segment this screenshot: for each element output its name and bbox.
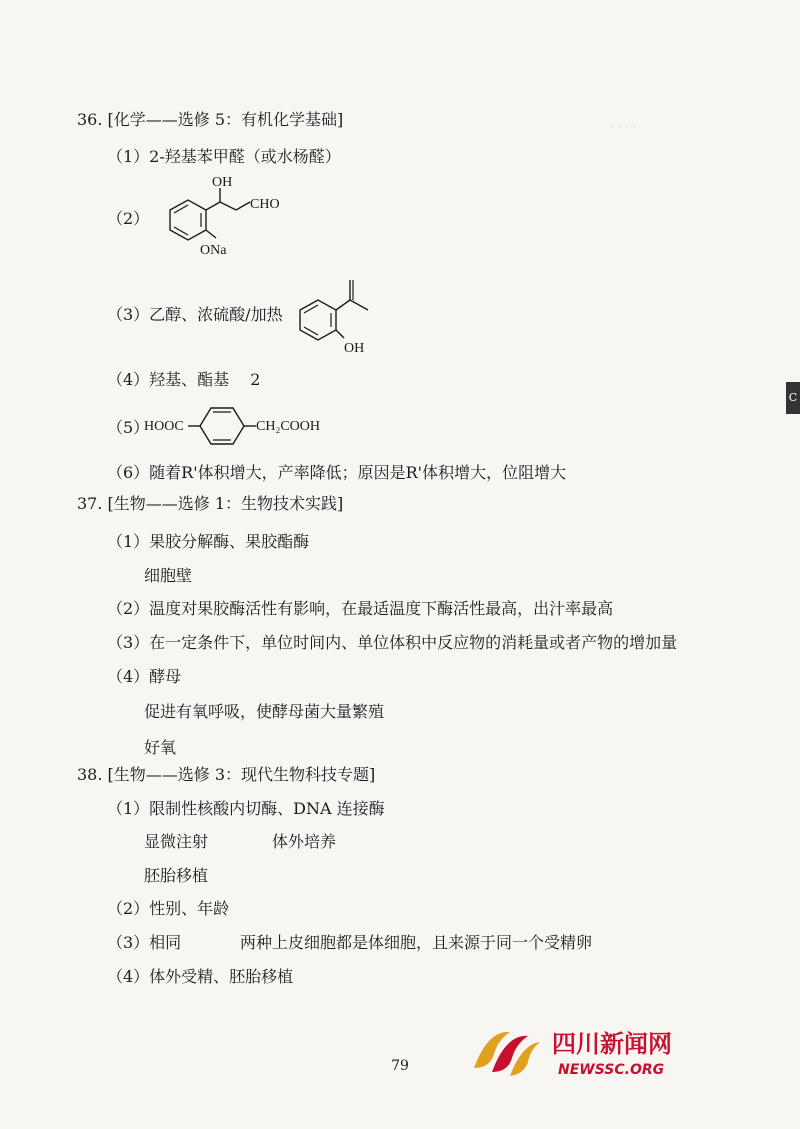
newssc-watermark-logo [468, 1024, 714, 1080]
q37-header: 37. [生物——选修 1：生物技术实践] [77, 494, 344, 513]
q38-answer-1b: 显微注射 [144, 832, 209, 851]
q38-answer-1: （1）限制性核酸内切酶、DNA 连接酶 [107, 799, 385, 818]
aldehyde-label: CHO [250, 197, 280, 212]
q38-header: 38. [生物——选修 3：现代生物科技专题] [77, 765, 376, 784]
q36-answer-5-label: （5） [107, 418, 150, 437]
q38-answer-3a: （3）相同 [107, 933, 182, 952]
logo-url: NEWSSC.ORG [558, 1062, 665, 1078]
q36-answer-6: （6）随着R'体积增大，产率降低；原因是R'体积增大，位阻增大 [107, 463, 567, 482]
page-number: 79 [391, 1058, 409, 1074]
q37-answer-4b: 促进有氧呼吸，使酵母菌大量繁殖 [144, 702, 385, 721]
q37-answer-1: （1）果胶分解酶、果胶酯酶 [107, 532, 310, 551]
q36-structure-5 [144, 396, 354, 456]
q38-answer-1c: 体外培养 [272, 832, 337, 851]
sodium-phenoxide-label: ONa [200, 243, 227, 258]
q38-answer-1d: 胚胎移植 [144, 866, 209, 885]
q37-answer-4c: 好氧 [144, 738, 177, 757]
bleed-through-text: · · · · [610, 120, 637, 134]
hydroxyl-label-2: OH [344, 341, 365, 356]
q36-structure-3 [290, 272, 400, 366]
carboxymethyl-right-label: CH₂COOH [256, 419, 320, 434]
side-tab: C [786, 382, 800, 414]
hydroxyl-label: OH [212, 175, 233, 190]
q38-answer-3b: 两种上皮细胞都是体细胞，且来源于同一个受精卵 [240, 933, 593, 952]
q36-answer-3: （3）乙醇、浓硫酸/加热 [107, 305, 283, 324]
logo-name: 四川新闻网 [552, 1030, 672, 1058]
logo-emblem-icon [474, 1032, 540, 1076]
q38-answer-4: （4）体外受精、胚胎移植 [107, 967, 294, 986]
q37-answer-4: （4）酵母 [107, 667, 182, 686]
q36-answer-2-label: （2） [107, 209, 150, 228]
q36-header: 36. [化学——选修 5：有机化学基础] [77, 110, 344, 129]
q36-answer-4: （4）羟基、酯基 2 [107, 370, 261, 389]
q37-answer-2: （2）温度对果胶酶活性有影响，在最适温度下酶活性最高，出汁率最高 [107, 599, 614, 618]
q36-answer-1: （1）2-羟基苯甲醛（或水杨醛） [107, 147, 341, 166]
q38-answer-2: （2）性别、年龄 [107, 899, 230, 918]
carboxyl-left-label: HOOC [144, 419, 184, 434]
q36-structure-2 [140, 172, 280, 272]
q37-answer-3: （3）在一定条件下，单位时间内、单位体积中反应物的消耗量或者产物的增加量 [107, 633, 678, 652]
q37-answer-1b: 细胞壁 [144, 566, 193, 585]
